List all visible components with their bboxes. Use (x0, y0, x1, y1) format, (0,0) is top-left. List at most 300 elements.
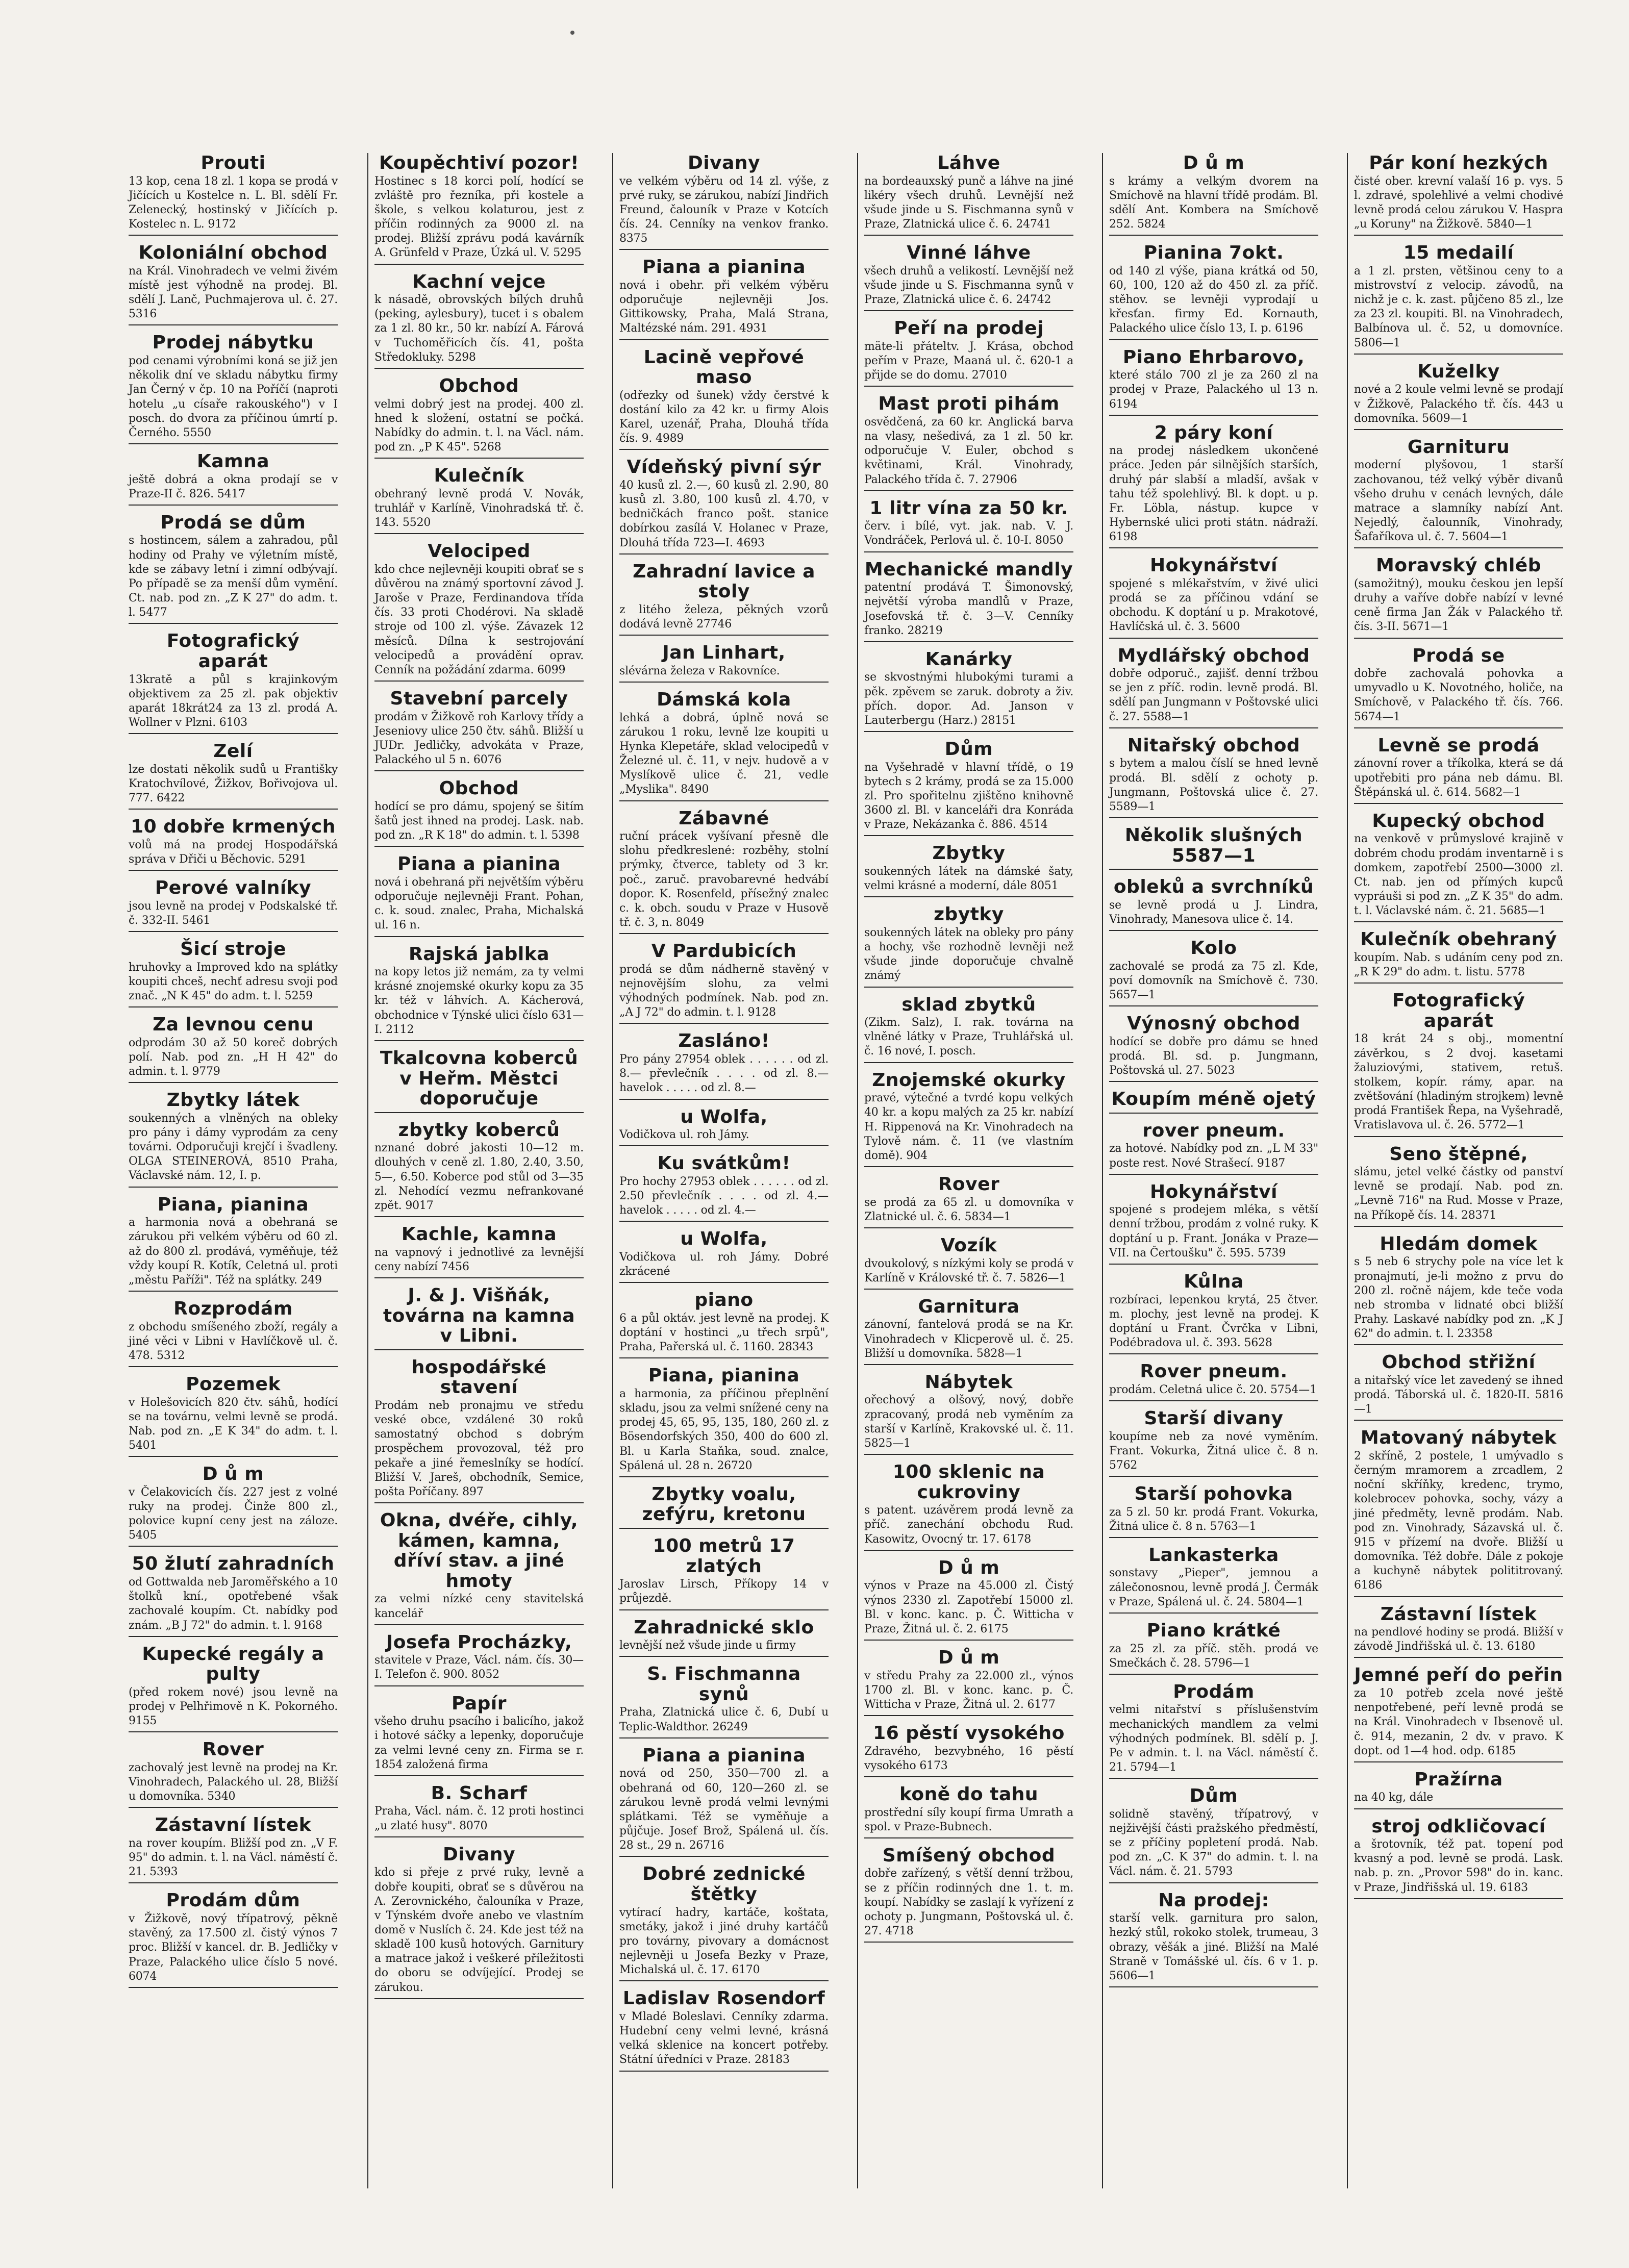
classified-ad (613, 1618, 833, 1657)
ad-divider (374, 1998, 584, 1999)
ad-title: Perové valníky (155, 877, 312, 899)
ad-divider (864, 1289, 1073, 1290)
ad-title: Nábytek (924, 1371, 1013, 1393)
classified-ad (1103, 1484, 1322, 1538)
classified-ad (1103, 646, 1322, 728)
ad-title: Zábavné (679, 808, 769, 829)
classified-ad (613, 809, 833, 935)
ad-divider (1109, 1174, 1318, 1175)
ad-body: dobře odporuč., zajišť. denní tržbou se jen z příč. rodin. levně prodá. Bl. sdělí pan Jungmann v Poštovské ulici č. 27. 5588—1 (1109, 667, 1318, 723)
ad-body: Jaroslav Lirsch, Příkopy 14 v průjezdě. (619, 1578, 829, 1605)
ad-body: odprodám 30 až 50 koreč dobrých polí. Nab. pod zn. „H H 42" do admin. t. l. 9779 (129, 1036, 338, 1078)
classified-ad (1103, 938, 1322, 1006)
ad-divider (864, 490, 1073, 491)
classified-ad (1348, 1352, 1567, 1421)
ad-body: v Čelakovicích čís. 227 jest z volné ruky na prodej. Činže 800 zl., polovice kupní ceny jest na záloze. 5405 (129, 1485, 338, 1542)
ad-body: v středu Prahy za 22.000 zl., výnos 1700 zl. Bl. v konc. kanc. p. Č. Wittichа v Praze, Žitná ul. 2. 6177 (864, 1669, 1073, 1711)
ad-title: Jemné peří do peřin (1354, 1665, 1563, 1686)
ad-divider (1109, 547, 1318, 548)
ad-body: rozbíraci, lepenkou krytá, 25 čtver. m. plochy, jest levně na prodej. K doptání u Frant. Čvrčka v Libni, Podébradova ul. č. 393. 5628 (1109, 1293, 1318, 1349)
classified-ad (613, 690, 833, 801)
ad-title: 100 metrů 17 zlatých (653, 1535, 795, 1577)
ad-body: na Vyšehradě v hlavní třídě, o 19 bytech s 2 krámy, prodá se za 15.000 zl. Pro spořitelnu zjištěno knihovně 3600 zl. Bl. v kanceláři dra Konráda v Praze, Nekázanka č. 886. 4514 (864, 761, 1073, 831)
classified-ad (1103, 1621, 1322, 1675)
ad-title: Rozprodám (173, 1298, 293, 1319)
ad-title: Výnosný obchod (1127, 1013, 1300, 1035)
ad-divider (129, 870, 338, 871)
ad-divider (1354, 429, 1563, 430)
ad-divider (1354, 354, 1563, 355)
ad-divider (1354, 1344, 1563, 1345)
classified-ad (122, 1195, 342, 1292)
ad-title: Nitařský obchod (1127, 735, 1300, 756)
classified-ad (122, 451, 342, 506)
classified-ad (122, 153, 342, 236)
ad-divider (374, 1502, 584, 1503)
ad-title: D ů m (202, 1464, 264, 1485)
ad-body: na pendlové hodiny se prodá. Bližší v závodě Jindřišská ul. č. 13. 6180 (1354, 1626, 1563, 1653)
ad-divider (864, 835, 1073, 836)
ad-body: Vodičkova ul. roh Jámy. (619, 1128, 749, 1142)
ad-body: lehká a dobrá, úplně nová se zárukou 1 roku, levně lze koupiti u Hynka Klepetáře, sklad velocipedů v Železné ul. č. 11, v nejv. hudově a v Myslíkově ulice č. 21, vedle „Myslika". 8490 (619, 711, 829, 796)
ad-divider (374, 681, 584, 682)
ad-body: lze dostati několik sudů u Františky Kratochvílové, Žižkov, Bořivojova ul. 777. 6422 (129, 763, 338, 805)
ad-title: Ku svátkům! (657, 1153, 791, 1174)
classified-ad (122, 878, 342, 932)
ad-body: z obchodu smíšeného zboží, regály a jiné věci v Libni v Havlíčkově ul. č. 478. 5312 (129, 1320, 338, 1362)
ad-body: prodám. Celetná ulice č. 20. 5754—1 (1109, 1383, 1317, 1396)
classified-ad (368, 1120, 588, 1217)
ad-title: Starší divany (1144, 1407, 1284, 1429)
classified-ad (1103, 243, 1322, 340)
ad-body: soukenných látek na dámské šaty, velmi krásné a moderní, dále 8051 (864, 865, 1073, 893)
ad-title: 1 litr vína za 50 kr. (869, 497, 1068, 519)
ad-divider (1354, 727, 1563, 728)
classified-ad (368, 1286, 588, 1350)
ad-body: starší velk. garnitura pro salon, hezký stůl, rokoko stolek, trumeau, 3 obrazy, věšák a jiné. Bližší na Malé Straně v Tomášské ul. čís. 6 v 1. p. 5606—1 (1109, 1912, 1318, 1982)
ad-divider (374, 264, 584, 265)
ad-title: V Pardubicích (651, 941, 797, 962)
ad-title: stroj odkličovací (1371, 1816, 1546, 1837)
ad-divider (129, 1807, 338, 1808)
ad-title: Levně se prodá (1377, 735, 1540, 756)
ad-divider (129, 931, 338, 932)
classified-ad (858, 560, 1077, 642)
ad-title: Dům (944, 739, 993, 760)
classified-ad (858, 394, 1077, 491)
classified-ad (858, 318, 1077, 387)
ad-body: Vodičkova ul. roh Jámy. Dobré zkrácené (619, 1250, 829, 1278)
ad-body: dobře zařízený, s větší denní tržbou, se z příčin rodinných dne 1. t. m. koupí. Nabídky se zaslají k vyřízení z ochoty p. Jungmann, Poštovská ul. č. 27. 4718 (864, 1867, 1073, 1938)
ad-divider (1354, 1596, 1563, 1597)
ad-divider (619, 1980, 829, 1981)
ad-title: Prodej nábytku (152, 332, 314, 354)
ad-divider (619, 1528, 829, 1529)
classified-ad (368, 153, 588, 265)
classified-ad (858, 739, 1077, 836)
ad-divider (619, 1145, 829, 1146)
classified-ad (1103, 736, 1322, 818)
ad-body: Pro hochy 27953 oblek . . . . . . od zl. 2.50 převlečník . . . . od zl. 4.— havelok . . . . . od zl. 4.— (619, 1175, 829, 1217)
ad-body: 2 skříně, 2 postele, 1 umývadlo s černým mramorem a zrcadlem, 2 noční skříňky, kredenc, trymo, kolebrocev pohovka, sochy, vázy a jiné předměty, levně prodám. Nab. pod zn. Vinohrady, Sázavská ul. č. 915 v přízemí na dvoře. Bližší u domovníka. Též dobře. Dále z pokoje a kuchyně nábytek polititrovaný. 6186 (1354, 1449, 1563, 1592)
classified-ad (1348, 736, 1567, 804)
ad-divider (1109, 1476, 1318, 1477)
ad-title: Koloniální obchod (138, 242, 328, 264)
ad-title: Jan Linhart, (662, 642, 786, 664)
ad-body: koupíme neb za nové vyměním. Frant. Vokurka, Žitná ulice č. 8 n. 5762 (1109, 1430, 1318, 1472)
ad-body: velmi dobrý jest na prodej. 400 zl. hned k složení, ostatní se počká. Nabídky do admin. t. l. na Václ. nám. pod zn. „P K 45". 5268 (374, 397, 584, 453)
classified-ad (1103, 1089, 1322, 1114)
classified-ad (858, 498, 1077, 552)
ad-title: Piana a pianina (397, 853, 561, 875)
ad-title: Vozík (940, 1234, 997, 1256)
ad-title: Rover (938, 1174, 1000, 1195)
ad-title: Tkalcovna koberců v Heřm. Městci doporučuje (380, 1047, 579, 1110)
ad-body: kdo chce nejlevněji koupiti obrať se s důvěrou na známý sportovní závod J. Jaroše v Praze, Ferdinandova třída čís. 33 proti Chodérovi. Na skladě stroje od 100 zl. výše. Závazek 12 měsíců. Dílna k sestrojování velocipedů a provádění oprav. Cenník na požádání zdarma. 6099 (374, 563, 584, 676)
classified-ad (1103, 423, 1322, 549)
ad-body: kdo si přeje z prvé ruky, levně a dobře koupiti, obrať se s důvěrou na A. Zerovnického, čalouníka v Praze, v Týnském dvoře anebo ve vlastním domě v Nuslích č. 24. Kde jest též na skladě 100 kusů hotových. Garnitury a matrace jakož i veškeré příležitosti do oboru se odvíjející. Prodej se zárukou. (374, 1866, 584, 1994)
ad-title: Piana, pianina (157, 1194, 309, 1215)
ad-body: na prodej následkem ukončené práce. Jeden pár silnějších starších, druhý pár slabší a mladší, avšak v tahu též spolehlivý. Bl. k dopt. u p. Fr. Löbla, nástup. kupce v Hybernské ulici proti státn. nádraží. 6198 (1109, 444, 1318, 544)
ad-title: Piana, pianina (648, 1365, 800, 1387)
ad-divider (129, 1291, 338, 1292)
ad-title: Velociped (428, 541, 531, 562)
ad-title: Zbytky voalu, zefýru, kretonu (642, 1483, 806, 1525)
ad-body: se skvostnými hlubokými turami a pěk. zpěvem se zaruk. dobroty a živ. přích. dopor. Ad. Janson v Lauterbergu (Harz.) 28151 (864, 671, 1073, 727)
ad-title: Kamna (196, 450, 270, 472)
ad-title: koně do tahu (899, 1783, 1039, 1805)
ad-body: za hotové. Nabídky pod zn. „L M 33" poste rest. Nové Strašecí. 9187 (1109, 1142, 1318, 1170)
ad-divider (374, 458, 584, 459)
ad-title: 10 dobře krmených (131, 816, 336, 838)
classified-ad (858, 1462, 1077, 1551)
ad-title: sklad zbytků (901, 994, 1036, 1015)
classified-ad (122, 817, 342, 871)
classified-ad (122, 333, 342, 444)
classified-ad (613, 257, 833, 340)
ad-body: Zdravého, bezvybného, 16 pěstí vysokého 6173 (864, 1745, 1073, 1772)
ad-divider (864, 1364, 1073, 1365)
ad-divider (1109, 1081, 1318, 1082)
classified-ad (122, 1090, 342, 1187)
ad-title: Lankasterka (1148, 1544, 1279, 1566)
ad-title: Vídeňský pivní sýr (626, 457, 821, 478)
ad-divider (864, 987, 1073, 988)
ad-body: nová i obehraná při největším výběru odporučuje nejlevněji Frant. Pohan, c. k. soud. znalec, Praha, Michalská ul. 16 n. (374, 875, 584, 932)
ad-divider (1109, 869, 1318, 870)
ad-title: Okna, dvéře, cihly, kámen, kamna, dříví stav. a jiné hmoty (380, 1510, 579, 1592)
ad-divider (129, 1187, 338, 1188)
ad-title: Zelí (213, 741, 253, 762)
ad-body: v Holešovicích 820 čtv. sáhů, hodící se na továrnu, velmi levně se prodá. Nab. pod zn. „E K 34" do adm. t. l. 5401 (129, 1396, 338, 1452)
ad-body: a harmonia, za příčinou přeplnění skladu, jsou za velmi snížené ceny na prodej 45, 65, 95, 135, 180, 260 zl. z Bösendorfských 350, 400 do 600 zl. Bl. u Karla Staňka, soud. znalce, Spálená ul. 28 n. 26720 (619, 1387, 829, 1472)
ad-body: slévárna železa v Rakovníce. (619, 664, 780, 677)
ad-divider (1109, 1264, 1318, 1265)
ad-title: Rover pneum. (1140, 1361, 1288, 1382)
ad-divider (864, 1715, 1073, 1716)
ad-title: Několik slušných 5587—1 (1124, 825, 1303, 866)
classified-ad (613, 457, 833, 554)
ad-title: Obchod střižní (1382, 1352, 1536, 1373)
ad-title: Zbytky látek (166, 1090, 300, 1111)
ad-divider (619, 449, 829, 450)
classified-ad (1103, 1362, 1322, 1401)
ad-title: Divany (687, 153, 761, 173)
classified-ad (368, 272, 588, 369)
ad-divider (129, 1006, 338, 1007)
classified-ad (1348, 437, 1567, 549)
classified-ad (858, 843, 1077, 897)
ad-title: Hokynářství (1150, 1181, 1277, 1202)
ad-divider (619, 1476, 829, 1477)
ad-divider (864, 731, 1073, 732)
classified-ad (613, 1366, 833, 1477)
ad-divider (619, 1282, 829, 1283)
ad-body: ve velkém výběru od 14 zl. výše, z prvé ruky, se zárukou, nabízí Jindřich Freund, čalouník v Praze v Kotcích čís. 24. Cenníky na venkov franko. 8375 (619, 174, 829, 245)
ad-title: D ů m (1183, 153, 1245, 173)
classified-ad (368, 778, 588, 847)
ad-body: Hostinec s 18 korci polí, hodící se zvláště pro řezníka, při kostele a škole, s velkou kolaturou, jest z příčin rodinných za 9000 zl. na prodej. Bližší zprávu podá kavárník A. Grünfeld v Praze, Úzká ul. V. 5295 (374, 174, 584, 260)
ad-title: Smíšený obchod (882, 1845, 1056, 1866)
ad-divider (619, 1357, 829, 1358)
ad-body: nová od 250, 350—700 zl. a obehraná od 60, 120—260 zl. se zárukou levně prodá velmi levnými splátkami. Též se vyměňuje a půjčuje. Josef Brož, Spálená ul. čís. 28 st., 29 n. 26716 (619, 1767, 829, 1852)
ad-body: na venkově v průmyslové krajině v dobrém chodu prodám inventarně i s domkem, zapotřebí 2500—3000 zl. Ct. nab. jen od přímých kupců vypráuši si pod zn. „Z K 35" do adm. t. l. Václavské nám. č. 21. 5685—1 (1354, 833, 1563, 918)
ad-body: 6 a půl oktáv. jest levně na prodej. K doptání v hostinci „u třech srpů", Praha, Pařerská ul. č. 1160. 28343 (619, 1312, 829, 1354)
ad-body: volů má na prodej Hospodářská správa v Dřiči u Běchovic. 5291 (129, 838, 338, 866)
column-2 (367, 153, 588, 2188)
ad-body: hodící se dobře pro dámu se hned prodá. Bl. sd. p. Jungmann, Poštovská ul. 27. 5023 (1109, 1035, 1318, 1077)
ad-title: Lacině vepřové maso (643, 346, 805, 388)
ad-title: Kupecké regály a pulty (142, 1643, 324, 1685)
ad-body: dvoukolový, s nízkými koly se prodá v Karlíně v Královské tř. č. 7. 5826—1 (864, 1257, 1073, 1284)
classified-ad (1103, 1786, 1322, 1883)
ad-divider (1109, 1778, 1318, 1779)
ad-title: B. Scharf (431, 1782, 528, 1804)
ad-title: Kachle, kamna (401, 1224, 557, 1245)
ad-body: velmi nitařství s příslušenstvím mechanických mandlem za velmi výhodných podmínek. Bl. sdělí p. J. Pe v admin. t. l. na Václ. náměstí č. 21. 5794—1 (1109, 1703, 1318, 1774)
ad-title: obleků a svrchníků (1113, 876, 1314, 898)
classified-ad (858, 1648, 1077, 1716)
ad-title: u Wolfa, (680, 1228, 768, 1250)
ad-divider (374, 1040, 584, 1041)
ad-body: pravé, výtečné a tvrdé kopu velkých 40 kr. a kopu malých za 25 kr. nabízí H. Rippenová na Kr. Vinohradech na Tylově nám. č. 11 (ve vlastním domě). 904 (864, 1092, 1073, 1162)
classified-ad (1348, 1234, 1567, 1346)
classified-ad (368, 1510, 588, 1625)
ad-title: S. Fischmanna synů (647, 1664, 801, 1705)
ad-divider (619, 2071, 829, 2072)
ad-body: od Gottwalda neb Jaroměřského a 10 štolků kní., opotřebené však zachovalé koupím. Ct. nabídky pod znám. „B J 72" do admin. t. l. 9168 (129, 1576, 338, 1632)
ad-title: 16 pěstí vysokého (873, 1723, 1065, 1744)
ad-title: Dámská kola (657, 689, 791, 711)
ad-divider (619, 800, 829, 801)
ad-divider (864, 1640, 1073, 1641)
ad-body: (před rokem nové) jsou levně na prodej v Pelhřimově n K. Pokorného. 9155 (129, 1685, 338, 1728)
classified-ad (122, 1644, 342, 1733)
ad-body: vytírací hadry, kartáče, koštata, smetáky, jakož i jiné druhy kartáčů pro továrny, pivovary a domácnost nejlevněji u Josefa Bezky v Praze, Michalská ul. č. 17. 6170 (619, 1906, 829, 1977)
ad-divider (619, 1856, 829, 1857)
ad-divider (864, 1062, 1073, 1063)
ad-title: Dobré zednické štětky (642, 1863, 806, 1905)
ad-title: Stavební parcely (390, 688, 568, 710)
ad-title: Zástavní lístek (155, 1815, 312, 1836)
classified-ad (858, 995, 1077, 1063)
classified-ad (613, 941, 833, 1024)
ad-divider (864, 310, 1073, 311)
ad-divider (1354, 1657, 1563, 1658)
ad-body: na bordeauxský punč a láhve na jiné likéry všech druhů. Levnější než všude jinde u S. Fischmanna synů v Praze, Zlatnická ulice č. 6. 24741 (864, 174, 1073, 231)
ad-body: v Žižkově, nový třípatrový, pěkně stavěný, za 17.500 zl. čistý výnos 7 proc. Bližší v kancel. dr. B. Jedličky v Praze, Palackého ulice číslo 5 nové. 6074 (129, 1912, 338, 1983)
classified-ad (122, 1740, 342, 1808)
ad-divider (1109, 339, 1318, 340)
classified-ad (368, 1357, 588, 1503)
ad-body: v Mladé Boleslavi. Cenníky zdarma. Hudební ceny velmi levné, krásná velká sklenice na koncert potřeby. Státní úředníci v Praze. 28183 (619, 2010, 829, 2067)
ad-title: rover pneum. (1142, 1120, 1285, 1141)
classified-ad (368, 376, 588, 459)
ad-divider (374, 846, 584, 847)
ad-title: piano (694, 1290, 754, 1311)
ad-divider (1109, 1537, 1318, 1538)
ad-title: Piano Ehrbarovo, (1122, 346, 1305, 368)
ad-title: Prodá se (1412, 645, 1505, 666)
ad-divider (1109, 1113, 1318, 1114)
classified-ad (858, 1236, 1077, 1290)
ad-title: Pražírna (1414, 1769, 1503, 1790)
ad-body: moderní plyšovou, 1 starší zachovanou, též velký výběr divanů všeho druhu v cenách levných, dále matrace a slamníky nabízí Ant. Nejedlý, čalounník, Vinohrady, Šafaříkova ul. č. 7. 5604—1 (1354, 459, 1563, 544)
classified-ad (1103, 1121, 1322, 1175)
ad-title: Ladislav Rosendorf (622, 1988, 825, 2009)
ad-title: Zbytky (932, 843, 1006, 864)
classified-ad (1348, 556, 1567, 638)
ad-title: Koupím méně ojetý (1111, 1089, 1316, 1110)
ad-title: Zasláno! (678, 1030, 770, 1052)
classified-ad (368, 944, 588, 1041)
classified-ad (122, 1815, 342, 1883)
ad-title: Pozemek (186, 1374, 281, 1395)
classified-ad (1348, 646, 1567, 728)
ad-body: na kopy letos již nemám, za ty velmi krásné znojemské okurky kopu za 35 kr. též v láhvích. A. Kácherová, obchodnice v Týnské ulici číslo 631—I. 2112 (374, 966, 584, 1036)
classified-ad (122, 1554, 342, 1636)
classified-ad (1103, 1272, 1322, 1354)
classified-ad (1348, 991, 1567, 1137)
classified-ad (858, 1723, 1077, 1777)
ad-divider (1354, 1761, 1563, 1762)
ad-body: slámu, jetel velké částky od panství levně se prodají. Nab. pod zn. „Levně 716" na Rud. Mosse v Praze, na Příkopě čís. 14. 28371 (1354, 1166, 1563, 1222)
ad-body: spojené s mlékařstvím, v živé ulici prodá se za příčinou vdání se obchodu. K doptání u p. Mrakotové, Havlíčská ul. č. 3. 5600 (1109, 577, 1318, 634)
ad-body: (samožitný), mouku českou jen lepší druhy a vaříve dobře nabízí v levné ceně firma Jan Žák v Palackého tř. čís. 3-II. 5671—1 (1354, 577, 1563, 634)
ad-title: Dům (1189, 1785, 1238, 1807)
classified-ad (858, 1174, 1077, 1228)
classified-ad (613, 1664, 833, 1738)
ad-title: Prodám (1173, 1681, 1255, 1702)
classified-ad (613, 562, 833, 636)
classified-ad (368, 1783, 588, 1837)
classified-ad (1103, 1182, 1322, 1265)
classified-ad (368, 1224, 588, 1278)
ad-divider (1354, 982, 1563, 984)
classified-ad (613, 1290, 833, 1358)
ad-body: Prodám neb pronajmu ve středu veské obce, vzdálené 30 roků samostatný obchod s dobrým prospěchem provozoval, též pro pekaře a jiné řemeslníky se hodící. Bližší V. Jareš, obchodník, Semice, pošta Poříčany. 897 (374, 1399, 584, 1498)
ad-title: Koupěchtiví pozor! (379, 153, 580, 173)
ad-divider (864, 1942, 1073, 1943)
column-1 (122, 153, 342, 2188)
classified-ad (122, 631, 342, 734)
ad-divider (619, 1099, 829, 1100)
ad-title: Kuželky (1417, 361, 1500, 382)
classified-ad (1348, 362, 1567, 430)
ad-body: červ. i bílé, vyt. jak. nab. V. J. Vondráček, Perlová ul. č. 10-I. 8050 (864, 520, 1073, 547)
ad-divider (129, 733, 338, 734)
ad-divider (1109, 1882, 1318, 1883)
column-3 (612, 153, 833, 2188)
ad-divider (374, 1349, 584, 1350)
ad-divider (1109, 930, 1318, 931)
ad-body: z litého železa, pěkných vzorů dodává levně 27746 (619, 603, 829, 631)
ad-body: prostřední síly koupí firma Umrath a spol. v Praze-Bubnech. (864, 1806, 1073, 1833)
ad-body: se levně prodá u J. Lindra, Vinohrady, Manesova ulice č. 14. (1109, 898, 1318, 926)
ad-divider (864, 1166, 1073, 1167)
ad-title: Kupecký obchod (1372, 810, 1545, 831)
ad-body: s bytem a malou číslí se hned levně prodá. Bl. sdělí z ochoty p. Jungmann, Poštovská ulice č. 27. 5589—1 (1109, 757, 1318, 813)
ad-divider (1109, 1353, 1318, 1354)
classified-ad (1348, 243, 1567, 355)
ad-body: dobře zachovalá pohovka a umyvadlo u K. Novotného, holiče, na Smíchově, v Palackého tř. čís. 766. 5674—1 (1354, 667, 1563, 723)
ad-title: Kolo (1190, 938, 1237, 959)
ad-body: obehraný levně prodá V. Novák, truhlář v Karlíně, Vinohradská tř. č. 143. 5520 (374, 487, 584, 530)
ad-body: hruhovky a Improved kdo na splátky koupiti chceš, nechť adresu svoji pod znač. „N K 45" do adm. t. l. 5259 (129, 961, 338, 1002)
ad-body: ještě dobrá a okna prodají se v Praze-II č. 826. 5417 (129, 473, 338, 500)
ad-title: Vinné láhve (907, 242, 1031, 264)
ad-body: 13kratě a půl s krajinkovým objektivem za 25 zl. pak objektiv aparát 18krát24 za 13 zl. prodá A. Wollner v Plzni. 6103 (129, 673, 338, 729)
ad-body: za 5 zl. 50 kr. prodá Frant. Vokurka, Žitná ulice č. 8 n. 5763—1 (1109, 1505, 1318, 1533)
ad-title: Kachní vejce (412, 271, 546, 292)
ad-divider (1354, 1226, 1563, 1227)
ad-body: k násadě, obrovských bílých druhů (peking, aylesbury), tucet i s obalem za 1 zl. 80 kr., 50 kr. nabízí A. Fárová v Tuchoměřicích čís. 41, pošta Středokluky. 5298 (374, 293, 584, 364)
ad-divider (864, 641, 1073, 642)
ad-divider (129, 1882, 338, 1883)
ad-divider (129, 1366, 338, 1367)
classified-ad (368, 1845, 588, 1999)
ad-divider (374, 368, 584, 369)
classified-ad (858, 1070, 1077, 1167)
ad-divider (129, 324, 338, 325)
classified-ad (1103, 825, 1322, 870)
classified-ad (858, 1372, 1077, 1455)
ad-title: Piano krátké (1146, 1620, 1281, 1641)
ad-body: na vapnový i jednotlivé za levnější ceny nabízí 7456 (374, 1246, 584, 1273)
ad-body: levnější než všude jinde u firmy (619, 1639, 796, 1652)
classified-ad (613, 1746, 833, 1857)
ad-title: Seno štěpné, (1389, 1143, 1528, 1165)
ad-title: Zahradní lavice a stoly (633, 561, 815, 602)
ad-title: u Wolfa, (680, 1106, 768, 1127)
ad-body: a šrotovník, též pat. topení pod kvasný a pod. levně se prodá. Lask. nab. p. zn. „Provor 598" do in. kanc. v Praze, Jindřišská ul. 19. 6183 (1354, 1838, 1563, 1894)
ad-title: Piana a pianina (642, 257, 806, 278)
classified-ad (1348, 1604, 1567, 1658)
ad-divider (129, 1987, 338, 1988)
ad-title: Divany (442, 1844, 516, 1865)
ad-title: Na prodej: (1158, 1889, 1269, 1911)
ad-divider (374, 1836, 584, 1837)
ad-title: Mast proti pihám (878, 393, 1060, 415)
ad-title: Mechanické mandly (864, 559, 1073, 580)
ad-divider (864, 235, 1073, 236)
classified-ad (122, 1374, 342, 1457)
ad-divider (374, 1277, 584, 1278)
ad-title: Kulečník (434, 465, 524, 487)
ad-title: Prodá se dům (160, 512, 306, 533)
ad-divider (129, 1082, 338, 1083)
column-5 (1102, 153, 1322, 2188)
